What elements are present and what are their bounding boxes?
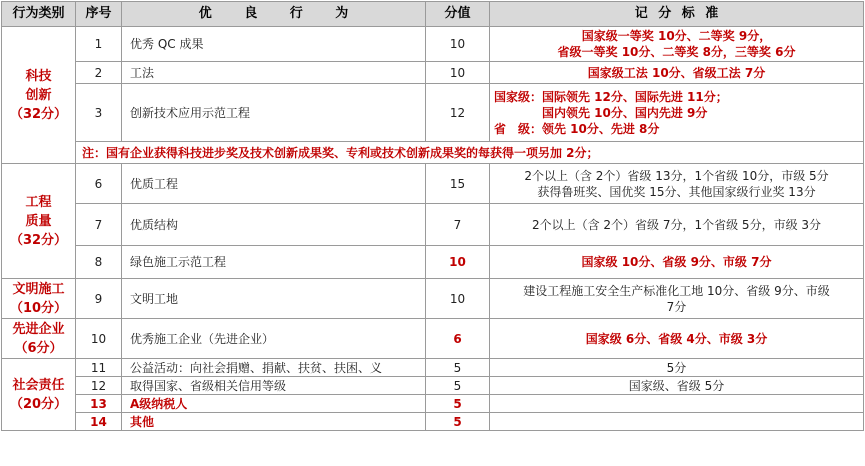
row-no: 12 [76,377,122,395]
row-no: 9 [76,279,122,319]
row-no: 10 [76,319,122,359]
row-item: 优质工程 [122,164,426,204]
row-standard: 国家级、省级 5分 [490,377,864,395]
row-no: 6 [76,164,122,204]
row-no: 8 [76,246,122,279]
header-score: 分值 [426,2,490,27]
row-standard [490,413,864,431]
row-item: A级纳税人 [122,395,426,413]
row-score: 10 [426,27,490,62]
row-item: 绿色施工示范工程 [122,246,426,279]
row-no: 3 [76,84,122,142]
header-no: 序号 [76,2,122,27]
row-standard: 5分 [490,359,864,377]
table-row [2,27,864,62]
table-row [2,279,864,319]
score-table [1,1,864,431]
row-no: 2 [76,62,122,84]
row-item: 其他 [122,413,426,431]
table-row [2,319,864,359]
row-score: 15 [426,164,490,204]
row-score: 5 [426,413,490,431]
row-score: 6 [426,319,490,359]
row-item: 工法 [122,62,426,84]
row-item: 优秀施工企业（先进企业） [122,319,426,359]
row-standard: 国家级一等奖 10分、二等奖 9分， 省级一等奖 10分、二等奖 8分，三等奖 6分 [490,27,864,62]
note-text: 注：国有企业获得科技进步奖及技术创新成果奖、专利或技术创新成果奖的每获得一项另加 2分； [76,142,864,164]
row-item: 文明工地 [122,279,426,319]
row-score: 7 [426,204,490,246]
row-standard: 国家级 10分、省级 9分、市级 7分 [490,246,864,279]
row-item: 优秀 QC 成果 [122,27,426,62]
row-no: 1 [76,27,122,62]
row-item: 公益活动：向社会捐赠、捐献、扶贫、扶困、义 [122,359,426,377]
row-standard: 建设工程施工安全生产标准化工地 10分、省级 9分、市级 7分 [490,279,864,319]
row-item: 取得国家、省级相关信用等级 [122,377,426,395]
row-score: 10 [426,246,490,279]
header-standard: 记 分 标 准 [490,2,864,27]
row-item: 创新技术应用示范工程 [122,84,426,142]
row-score: 10 [426,279,490,319]
row-no: 14 [76,413,122,431]
table-row [2,377,864,395]
category-cell-social: 社会责任 （20分） [2,359,76,431]
row-standard: 国家级 6分、省级 4分、市级 3分 [490,319,864,359]
row-score: 5 [426,395,490,413]
header-behavior: 优 良 行 为 [122,2,426,27]
row-standard: 国家级：国际领先 12分、国际先进 11分； 国内领先 10分、国内先进 9分 省 级：领先 10分、先进 8分 [490,84,864,142]
row-score: 5 [426,359,490,377]
table-row [2,395,864,413]
category-cell-advanced: 先进企业 （6分） [2,319,76,359]
row-no: 13 [76,395,122,413]
row-no: 7 [76,204,122,246]
note-row [2,142,864,164]
table-header-row [2,2,864,27]
row-no: 11 [76,359,122,377]
row-score: 10 [426,62,490,84]
table-row [2,246,864,279]
row-standard: 2个以上（含 2个）省级 7分，1个省级 5分，市级 3分 [490,204,864,246]
table-row [2,413,864,431]
row-score: 12 [426,84,490,142]
table-row [2,359,864,377]
table-row [2,62,864,84]
category-cell-civilized: 文明施工 （10分） [2,279,76,319]
table-row [2,204,864,246]
category-cell-quality: 工程 质量 （32分） [2,164,76,279]
row-standard: 2个以上（含 2个）省级 13分，1个省级 10分，市级 5分 获得鲁班奖、国优奖 15分、其他国家级行业奖 13分 [490,164,864,204]
table-row [2,164,864,204]
category-cell-tech-innovation: 科技 创新 （32分） [2,27,76,164]
row-standard: 国家级工法 10分、省级工法 7分 [490,62,864,84]
header-category: 行为类别 [2,2,76,27]
table-row [2,84,864,142]
row-score: 5 [426,377,490,395]
row-standard [490,395,864,413]
row-item: 优质结构 [122,204,426,246]
